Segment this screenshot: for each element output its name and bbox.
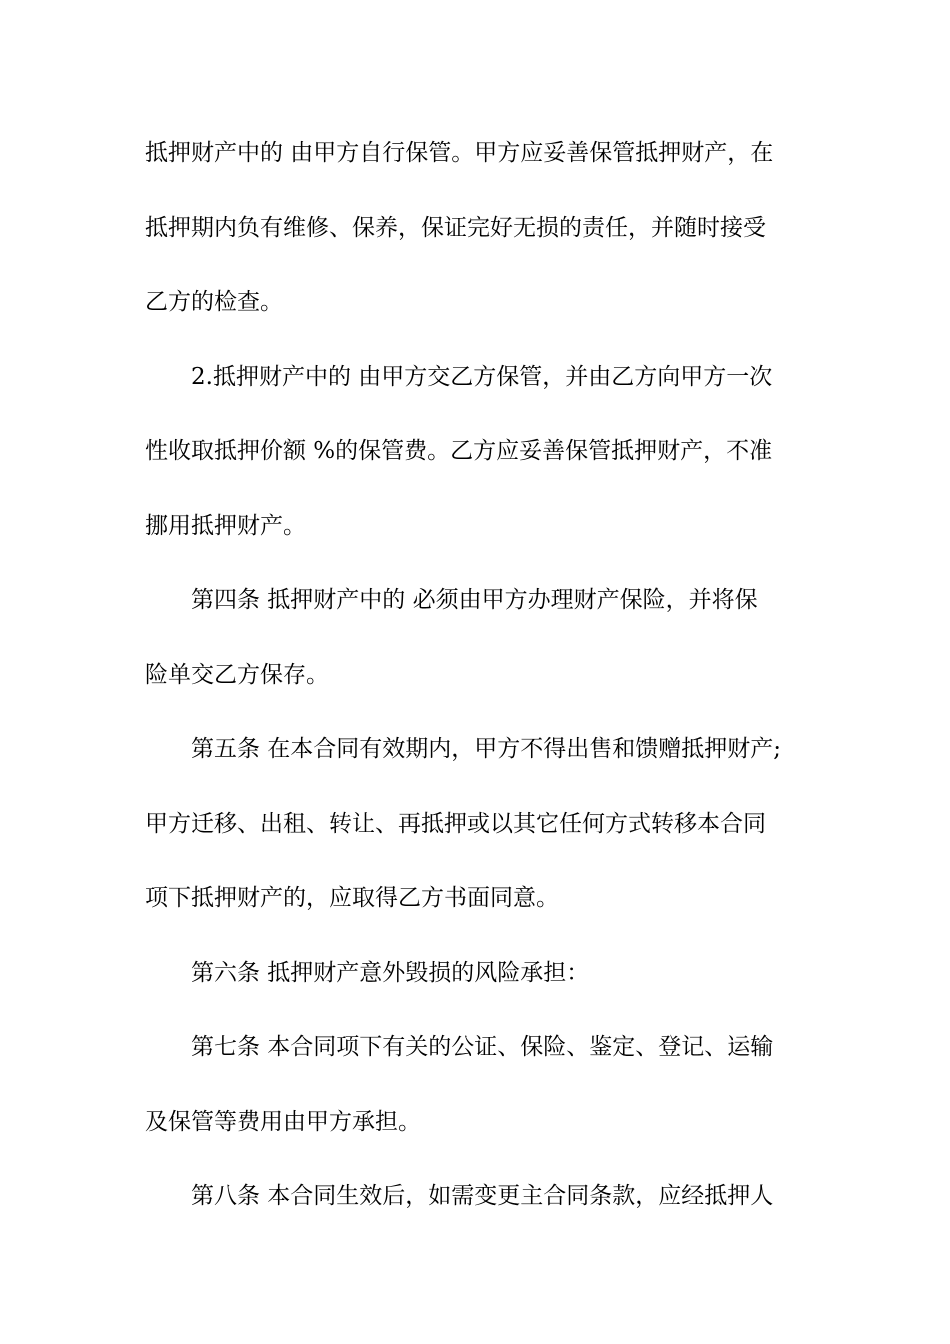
paragraph-start-line: 2.抵押财产中的 由甲方交乙方保管，并由乙方向甲方一次	[191, 363, 773, 390]
text-line: 挪用抵押财产。	[145, 512, 306, 539]
text-line: 乙方的检查。	[145, 289, 283, 315]
text-line: 甲方迁移、出租、转让、再抵押或以其它任何方式转移本合同	[145, 810, 766, 837]
article-7-heading-line: 第七条 本合同项下有关的公证、保险、鉴定、登记、运输	[191, 1034, 774, 1060]
article-4-heading-line: 第四条 抵押财产中的 必须由甲方办理财产保险，并将保	[191, 587, 758, 613]
article-6-heading-line: 第六条 抵押财产意外毁损的风险承担：	[191, 959, 590, 986]
text-line: 险单交乙方保存。	[145, 661, 329, 688]
text-line: 性收取抵押价额 %的保管费。乙方应妥善保管抵押财产，不准	[145, 438, 773, 464]
text-line: 及保管等费用由甲方承担。	[145, 1108, 421, 1135]
article-5-heading-line: 第五条 在本合同有效期内，甲方不得出售和馈赠抵押财产;	[191, 736, 782, 762]
article-8-heading-line: 第八条 本合同生效后，如需变更主合同条款，应经抵押人	[191, 1183, 774, 1209]
text-line: 项下抵押财产的，应取得乙方书面同意。	[145, 885, 559, 911]
contract-text	[145, 128, 810, 1246]
text-line: 抵押财产中的 由甲方自行保管。甲方应妥善保管抵押财产，在	[145, 140, 774, 166]
text-line: 抵押期内负有维修、保养，保证完好无损的责任，并随时接受	[145, 214, 766, 241]
